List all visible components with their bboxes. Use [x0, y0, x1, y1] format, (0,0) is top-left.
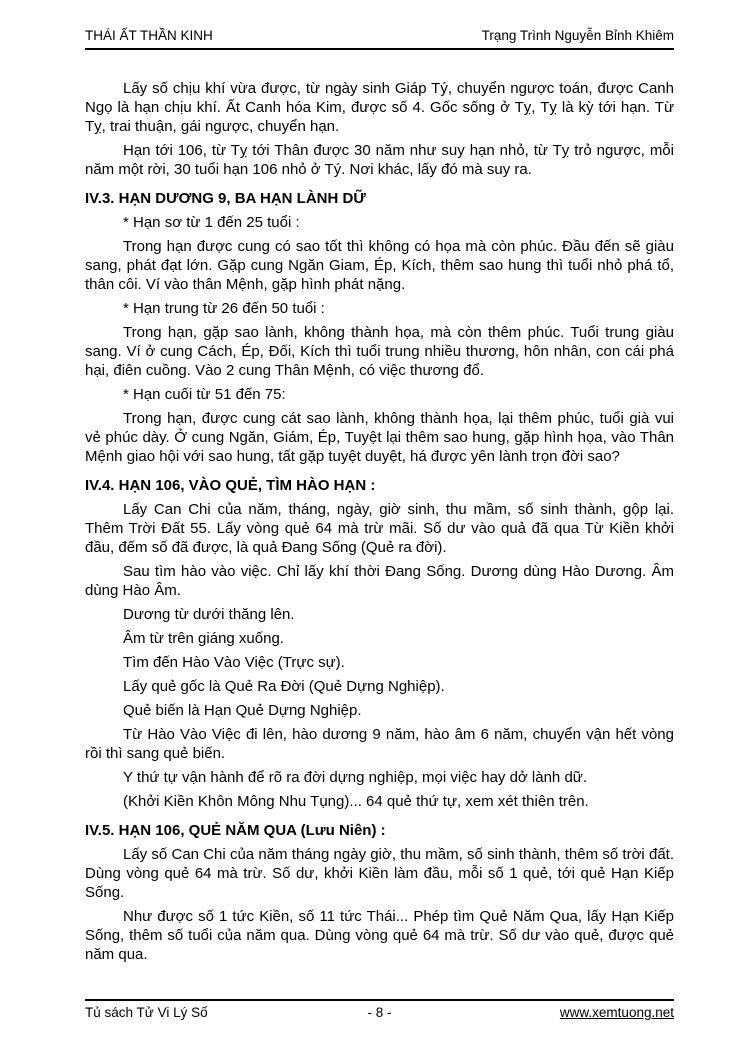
paragraph: Lấy Can Chi của năm, tháng, ngày, giờ sinh, thu mầm, số sinh thành, gộp lại. Thêm Trời Đất 55. Lấy vòng quẻ 64 mà trừ mãi. Số dư vào quả đã qua Từ Kiền khởi đầu, đếm số đã được, là quả Đang Sống (Quẻ ra đời). — [85, 501, 674, 556]
paragraph: Như được số 1 tức Kiền, số 11 tức Thái... Phép tìm Quẻ Năm Qua, lấy Hạn Kiếp Sống, thêm số tuổi của năm qua. Dùng vòng quẻ 64 mà trừ. Số dư vào quẻ, được quẻ năm qua. — [85, 908, 674, 963]
paragraph: Lấy số Can Chi của năm tháng ngày giờ, thu mầm, số sinh thành, thêm số trời đất. Dùng vòng quẻ 64 mà trừ. Số dư, khởi Kiền làm đầu, mỗi số 1 quẻ, tới quẻ Hạn Kiếp Sống. — [85, 846, 674, 901]
footer-website-link[interactable]: www.xemtuong.net — [559, 1005, 674, 1020]
paragraph: * Hạn cuối từ 51 đến 75: — [123, 386, 286, 403]
footer-page-number: - 8 - — [367, 1005, 392, 1020]
paragraph: Trong hạn được cung có sao tốt thì không có họa mà còn phúc. Đầu đến sẽ giàu sang, phát đạt lớn. Gặp cung Ngăn Giam, Ép, Kích, thêm sao hung thì tuổi nhỏ phá tổ, thân côi. Ví vào thân Mệnh, gặp hình phát nặng. — [85, 238, 674, 293]
header-author: Trạng Trình Nguyễn Bỉnh Khiêm — [481, 28, 674, 43]
paragraph: Y thứ tự vận hành để rõ ra đời dựng nghiệp, mọi việc hay dở lành dữ. — [123, 769, 587, 786]
document-body — [85, 74, 674, 969]
header-book-title: THÁI ẤT THẦN KINH — [85, 28, 213, 43]
footer-series-title: Tủ sách Tử Vi Lý Số — [85, 1005, 208, 1020]
section-heading: IV.5. HẠN 106, QUẺ NĂM QUA (Lưu Niên) : — [85, 822, 386, 839]
paragraph: Trong hạn, gặp sao lành, không thành họa, mà còn thêm phúc. Tuổi trung giàu sang. Ví ở cung Cách, Ép, Đối, Kích thì tuổi trung nhiều thương, hôn nhân, con cái phá hại, điên cuồng. Vào 2 cung Thân Mệnh, có việc thương đổ. — [85, 324, 674, 379]
paragraph: Hạn tới 106, từ Tỵ tới Thân được 30 năm như suy hạn nhỏ, từ Tỵ trỏ ngược, mỗi năm một rời, 30 tuổi hạn 106 nhỏ ở Tý. Nơi khác, lấy đó mà suy ra. — [85, 142, 674, 178]
paragraph: * Hạn trung từ 26 đến 50 tuổi : — [123, 300, 325, 317]
header-divider — [85, 48, 674, 50]
paragraph: Lấy quẻ gốc là Quẻ Ra Đời (Quẻ Dựng Nghiệp). — [123, 678, 445, 695]
paragraph: Dương từ dưới thăng lên. — [123, 606, 295, 623]
paragraph: Lấy số chịu khí vừa được, từ ngày sinh Giáp Tý, chuyển ngược toán, được Canh Ngọ là hạn chịu khí. Ất Canh hóa Kim, được số 4. Gốc sống ở Tỵ, Tỵ là kỳ tới hạn. Từ Tỵ, trai thuận, gái ngược, chuyển hạn. — [85, 80, 674, 135]
paragraph: Trong hạn, được cung cát sao lành, không thành họa, lại thêm phúc, tuổi già vui vẻ phúc dày. Ở cung Ngăn, Giám, Ép, Tuyệt lại thêm sao hung, gặp hình họa, vào Thân Mệnh giao hội với sao hung, tất gặp tuyệt duyệt, há được yên lành trọn đời sao? — [85, 410, 674, 465]
paragraph: Quẻ biến là Hạn Quẻ Dựng Nghiệp. — [123, 702, 362, 719]
page-header — [85, 28, 674, 44]
paragraph: Tìm đến Hào Vào Việc (Trực sự). — [123, 654, 345, 671]
paragraph: Sau tìm hào vào việc. Chỉ lấy khí thời Đang Sống. Dương dùng Hào Dương. Âm dùng Hào Âm. — [85, 563, 674, 599]
paragraph: Âm từ trên giáng xuống. — [123, 630, 284, 647]
paragraph: (Khởi Kiền Khôn Mông Nhu Tụng)... 64 quẻ thứ tự, xem xét thiên trên. — [123, 793, 589, 810]
page-footer — [85, 1005, 674, 1021]
paragraph: * Hạn sơ từ 1 đến 25 tuổi : — [123, 214, 300, 231]
paragraph: Từ Hào Vào Việc đi lên, hào dương 9 năm, hào âm 6 năm, chuyển vận hết vòng rồi thì sang quẻ biến. — [85, 726, 674, 762]
section-heading: IV.3. HẠN DƯƠNG 9, BA HẠN LÀNH DỮ — [85, 190, 366, 207]
section-heading: IV.4. HẠN 106, VÀO QUẺ, TÌM HÀO HẠN : — [85, 477, 376, 494]
footer-divider — [85, 999, 674, 1001]
